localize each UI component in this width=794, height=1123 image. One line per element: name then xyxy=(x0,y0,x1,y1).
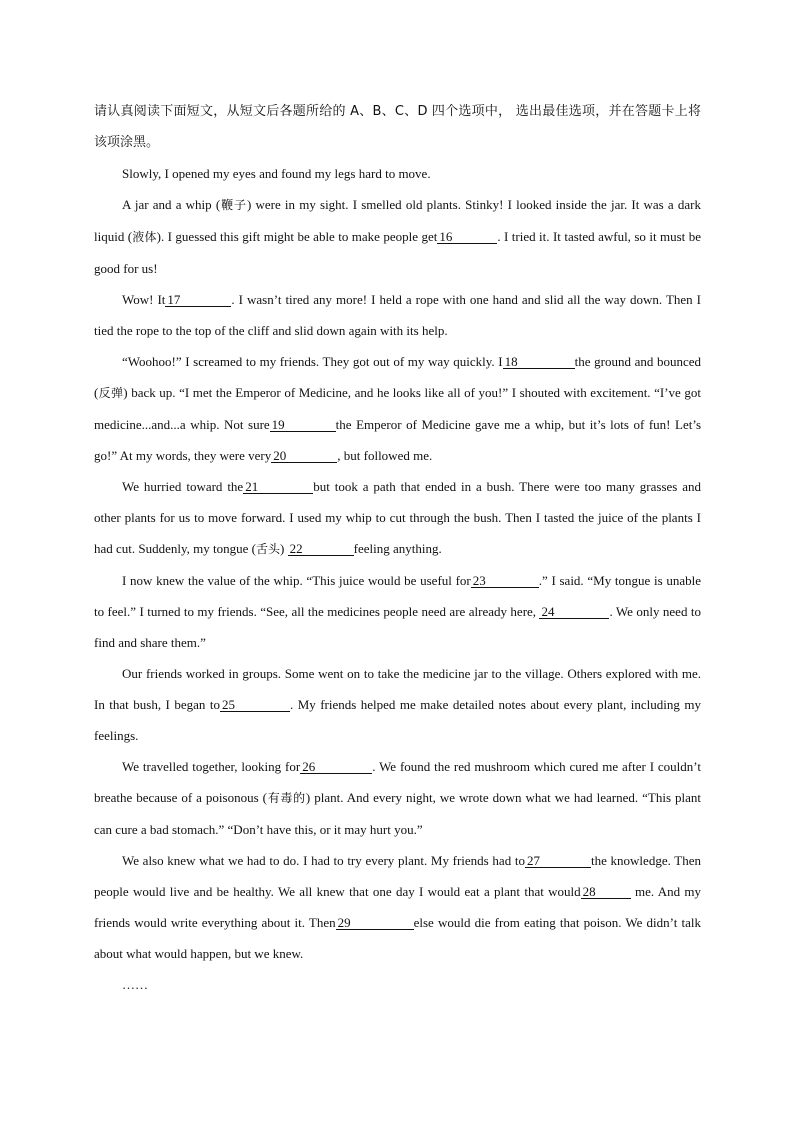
passage-text: the Emperor of Medicine gave me a whip, but it’s lots of fun! Let’s go!” At my words, they were very xyxy=(94,417,701,463)
ellipsis: …… xyxy=(122,977,148,992)
passage-text: . My friends helped me make detailed notes about every plant, including my feelings. xyxy=(94,697,701,743)
instruction-text: 请认真阅读下面短文，从短文后各题所给的 A、B、C、D 四个选项中， 选出最佳选项，并在答题卡上将该项涂黑。 xyxy=(94,104,701,150)
answer-blank-28[interactable]: 28 xyxy=(581,885,631,899)
passage-text: . I tried it. It tasted awful, so it must be good for us! xyxy=(94,229,701,276)
answer-blank-27[interactable]: 27 xyxy=(525,854,591,868)
chinese-gloss: 反弹 xyxy=(98,386,124,400)
passage-text: We travelled together, looking for xyxy=(122,759,301,774)
answer-blank-18[interactable]: 18 xyxy=(503,355,575,369)
passage-text: We also knew what we had to do. I had to try every plant. My friends had to xyxy=(122,853,525,868)
passage-text: We hurried toward the xyxy=(122,479,244,494)
chinese-gloss: 有毒的 xyxy=(266,791,306,805)
document-page xyxy=(94,96,701,1000)
answer-blank-26[interactable]: 26 xyxy=(300,760,372,774)
passage-text: ) were in my sight. I smelled old plants. Stinky! I looked inside the jar. It was a dark liquid ( xyxy=(94,197,701,244)
passage-text: . We only need to find and share them.” xyxy=(94,604,701,650)
passage-text: else would die from eating that poison. We didn’t talk about what would happen, but we knew. xyxy=(94,915,701,961)
passage-text: , but followed me. xyxy=(337,448,433,463)
passage-text: . We found the red mushroom which cured me after I couldn’t breathe because of a poisonous ( xyxy=(94,759,701,805)
answer-blank-19[interactable]: 19 xyxy=(270,418,336,432)
passage-paragraph xyxy=(94,471,701,565)
passage-paragraph xyxy=(94,845,701,969)
passage xyxy=(94,158,701,969)
passage-paragraph xyxy=(94,751,701,845)
passage-paragraph xyxy=(94,658,701,751)
passage-text: ) back up. “I met the Emperor of Medicine, and he looks like all of you!” I shouted with excitement. “I’ve got medicine...and...a whip. Not sure xyxy=(94,385,701,432)
passage-text: ) xyxy=(280,541,288,556)
passage-text: ). I guessed this gift might be able to make people get xyxy=(156,229,438,244)
passage-text: I now knew the value of the whip. “This juice would be useful for xyxy=(122,573,471,588)
answer-blank-29[interactable]: 29 xyxy=(336,916,414,930)
passage-paragraph xyxy=(94,158,701,189)
passage-text: ) plant. And every night, we wrote down what we had learned. “This plant can cure a bad stomach.” “Don’t have this, or it may hurt you.” xyxy=(94,790,701,837)
chinese-gloss: 鞭子 xyxy=(220,198,247,212)
passage-text: Wow! It xyxy=(122,292,166,307)
passage-text: the ground and bounced ( xyxy=(94,354,701,400)
answer-blank-23[interactable]: 23 xyxy=(471,574,539,588)
answer-blank-17[interactable]: 17 xyxy=(165,293,231,307)
passage-text: feeling anything. xyxy=(353,541,442,556)
chinese-gloss: 舌头 xyxy=(256,542,281,556)
passage-paragraph xyxy=(94,346,701,471)
passage-text: but took a path that ended in a bush. There were too many grasses and other plants for us to move forward. I used my whip to cut through the bush. Then I tasted the juice of the plants I had cut. Suddenly, my tongue ( xyxy=(94,479,701,556)
answer-blank-21[interactable]: 21 xyxy=(243,480,313,494)
passage-text: . I wasn’t tired any more! I held a rope with one hand and slid all the way down. Then I tied the rope to the top of the cliff and slid down again with its help. xyxy=(94,292,701,338)
answer-blank-25[interactable]: 25 xyxy=(220,698,290,712)
answer-blank-20[interactable]: 20 xyxy=(271,449,337,463)
answer-blank-16[interactable]: 16 xyxy=(437,230,497,244)
passage-text: A jar and a whip ( xyxy=(122,197,221,212)
passage-text: “Woohoo!” I screamed to my friends. They got out of my way quickly. I xyxy=(122,354,503,369)
answer-blank-24[interactable]: 24 xyxy=(539,605,609,619)
passage-text: Slowly, I opened my eyes and found my legs hard to move. xyxy=(122,166,431,181)
passage-text: the knowledge. Then people would live and be healthy. We all knew that one day I would eat a plant that would xyxy=(94,853,701,899)
passage-text: Our friends worked in groups. Some went on to take the medicine jar to the village. Others explored with me. In that bush, I began to xyxy=(94,666,701,712)
chinese-gloss: 液体 xyxy=(132,230,157,244)
passage-paragraph xyxy=(94,189,701,284)
answer-blank-22[interactable]: 22 xyxy=(288,542,354,556)
passage-paragraph xyxy=(94,284,701,346)
passage-paragraph xyxy=(94,565,701,658)
passage-text: .” I said. “My tongue is unable to feel.” I turned to my friends. “See, all the medicines people need are already here, xyxy=(94,573,701,619)
passage-text: me. And my friends would write everything about it. Then xyxy=(94,884,702,930)
